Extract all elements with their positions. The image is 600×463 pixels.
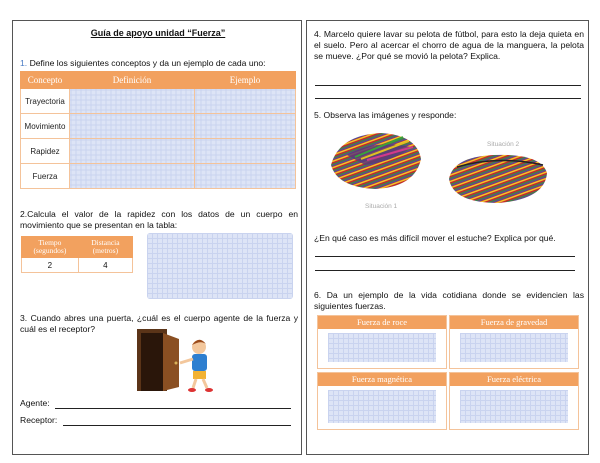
force-answer-box[interactable]: [460, 333, 568, 362]
door-knob: [175, 362, 178, 365]
example-cell[interactable]: [195, 114, 296, 139]
concept-row-label: Movimiento: [21, 114, 70, 139]
concept-row-label: Trayectoria: [21, 89, 70, 114]
force-card-gravity: [449, 315, 579, 369]
time-header: Tiempo (segundos): [22, 237, 79, 258]
receptor-label: Receptor:: [20, 415, 58, 425]
force-card-title: Fuerza magnética: [318, 373, 446, 386]
concept-table: [20, 71, 296, 189]
definition-cell[interactable]: [70, 89, 195, 114]
question-5b: ¿En qué caso es más difícil mover el estuche? Explica por qué.: [314, 233, 556, 243]
child-shirt: [192, 354, 207, 371]
definition-cell[interactable]: [70, 164, 195, 189]
concept-header: Concepto: [21, 72, 70, 89]
example-cell[interactable]: [195, 164, 296, 189]
example-header: Ejemplo: [195, 72, 296, 89]
distance-header: Distancia (metros): [78, 237, 132, 258]
situation-2-label: Situación 2: [487, 141, 520, 148]
force-answer-box[interactable]: [460, 390, 568, 423]
receptor-answer-line[interactable]: [63, 425, 291, 426]
child-arm: [180, 359, 193, 363]
left-worksheet-page: [12, 20, 302, 455]
definition-cell[interactable]: [70, 139, 195, 164]
concept-row-label: Rapidez: [21, 139, 70, 164]
question-1-text: Define los siguientes conceptos y da un ejemplo de cada uno:: [29, 58, 266, 68]
calculation-grid-box[interactable]: [147, 233, 293, 299]
force-answer-box[interactable]: [328, 390, 436, 423]
answer-line[interactable]: [315, 256, 575, 257]
question-4: 4. Marcelo quiere lavar su pelota de fútbol, para esto la deja quieta en el suelo. Pero al acercar el chorro de agua de la manguera, la pelota se mueve. ¿Por qué se movió la pelota? Explica.: [314, 29, 584, 61]
speed-table: [21, 236, 133, 273]
force-answer-box[interactable]: [328, 333, 436, 362]
child-shorts: [193, 371, 206, 379]
answer-line[interactable]: [315, 270, 575, 271]
agent-label: Agente:: [20, 398, 50, 408]
agent-answer-line[interactable]: [55, 408, 291, 409]
force-card-title: Fuerza eléctrica: [450, 373, 578, 386]
pencil-case-situation-2-image: [443, 145, 553, 207]
force-card-magnetic: [317, 372, 447, 430]
question-1-number: 1.: [20, 58, 28, 68]
pencil-case-situation-1-image: [325, 125, 425, 197]
example-cell[interactable]: [195, 89, 296, 114]
pencil-case-body: [449, 155, 547, 203]
example-cell[interactable]: [195, 139, 296, 164]
worksheet-title: Guía de apoyo unidad “Fuerza”: [90, 28, 226, 38]
concept-row-label: Fuerza: [21, 164, 70, 189]
door-opening: [141, 333, 163, 391]
definition-header: Definición: [70, 72, 195, 89]
child-leg: [193, 379, 196, 388]
child-leg: [203, 379, 207, 388]
force-card-friction: [317, 315, 447, 369]
force-card-title: Fuerza de roce: [318, 316, 446, 329]
door-child-illustration: [133, 325, 223, 393]
question-3: 3. Cuando abres una puerta, ¿cuál es el cuerpo agente de la fuerza y cuál es el receptor?: [20, 313, 298, 334]
question-6: 6. Da un ejemplo de la vida cotidiana donde se evidencien las siguientes fuerzas.: [314, 290, 584, 311]
answer-line[interactable]: [315, 85, 581, 86]
distance-value: 4: [78, 258, 132, 273]
force-card-title: Fuerza de gravedad: [450, 316, 578, 329]
force-card-electric: [449, 372, 579, 430]
question-2: 2.Calcula el valor de la rapidez con los datos de un cuerpo en movimiento que se presentan en la tabla:: [20, 209, 298, 230]
situation-1-label: Situación 1: [365, 203, 398, 210]
child-shoe: [188, 388, 196, 392]
answer-line[interactable]: [315, 98, 581, 99]
time-value: 2: [22, 258, 79, 273]
child-shoe: [205, 388, 213, 392]
definition-cell[interactable]: [70, 114, 195, 139]
question-5: 5. Observa las imágenes y responde:: [314, 110, 457, 120]
right-worksheet-page: [306, 20, 589, 455]
question-1: [20, 58, 298, 69]
